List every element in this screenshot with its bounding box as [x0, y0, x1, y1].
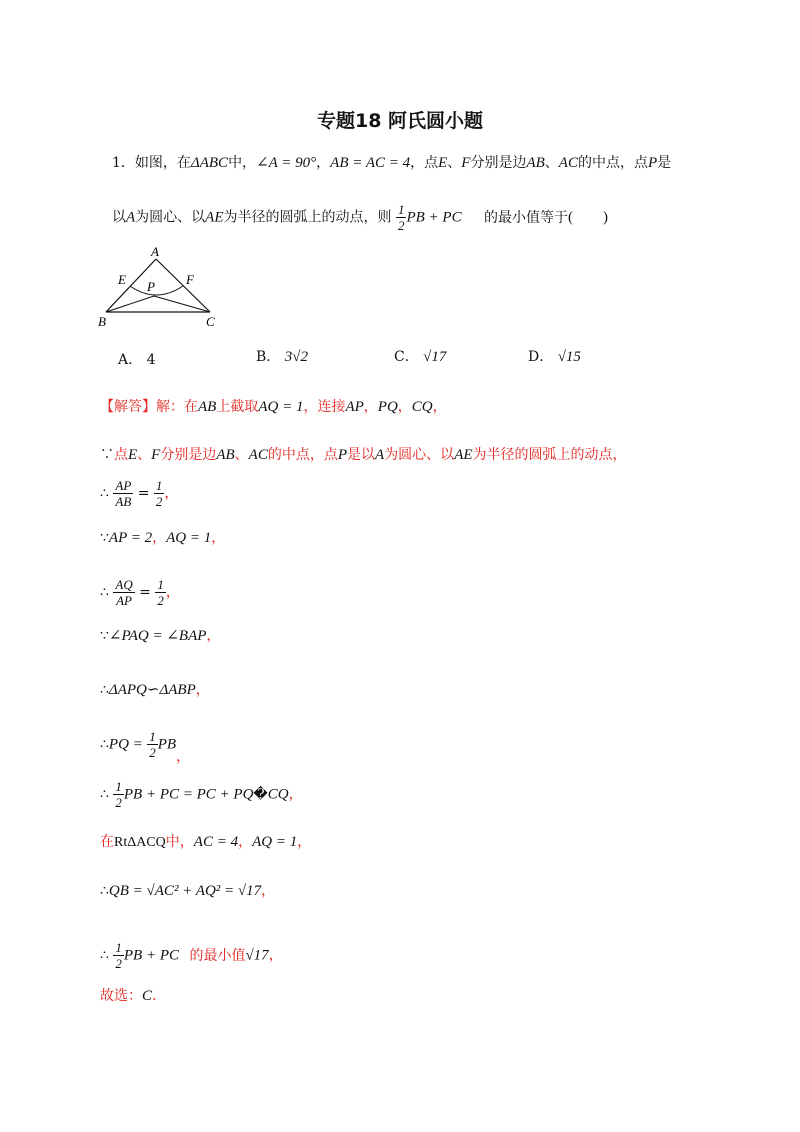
text: 、	[447, 155, 462, 171]
arc-ef	[130, 286, 183, 295]
math-e: E	[438, 155, 448, 171]
solution-step-1: 【解答】解：在AB上截取AQ = 1，连接AP，PQ，CQ，	[100, 399, 447, 415]
text: 1．如图，在	[112, 155, 191, 171]
solution-step-5: ∴ $\frac{AQ}{AP}$ = $\frac{1}{2}$ ，	[100, 577, 180, 608]
solution-step-4: ∵AP = 2，AQ = 1，	[100, 530, 226, 546]
fraction-half: $\frac{1}{2}$	[397, 202, 405, 233]
math-ae: AE	[205, 209, 224, 226]
option-a[interactable]: A． 4	[118, 352, 156, 368]
text: 以	[112, 209, 126, 226]
math-f: F	[461, 155, 471, 171]
math-expr: PB + PC	[406, 209, 462, 226]
math-ab: AB	[526, 155, 545, 171]
solution-step-3: ∴ $\frac{AP}{AB}$ = $\frac{1}{2}$ ，	[100, 478, 179, 509]
label-b: B	[98, 314, 106, 329]
label-p: P	[147, 279, 155, 294]
text: 是	[657, 155, 672, 171]
text: 为圆心、以	[135, 209, 206, 226]
question-line-2	[112, 202, 608, 233]
solution-step-8: ∴PQ = $\frac{1}{2}$ PB，	[100, 729, 191, 765]
solution-step-2: ∵点E、F分别是边AB、AC的中点，点P是以A为圆心、以AE为半径的圆弧上的动点，	[100, 447, 627, 463]
solution-step-7: ∴ΔAPQ∽ΔABP，	[100, 682, 210, 698]
math-angle-a: ∠A = 90°	[256, 155, 317, 171]
label-c: C	[206, 314, 215, 329]
solution-step-10: 在RtΔACQ中，AC = 4，AQ = 1，	[100, 834, 312, 850]
solution-step-6: ∵∠PAQ = ∠BAP，	[100, 628, 221, 644]
answer-blank: ( )	[568, 209, 609, 226]
question-line-1	[112, 153, 671, 173]
math-ab-ac: AB = AC = 4	[330, 155, 411, 171]
math-a: A	[126, 209, 136, 226]
solution-step-11: ∴QB = √AC² + AQ² = √17，	[100, 883, 276, 899]
math-p: P	[647, 155, 658, 171]
label-f: F	[186, 272, 194, 287]
solution-step-12: ∴ $\frac{1}{2}$ PB + PC 的最小值√17，	[100, 940, 283, 971]
text: 的中点，点	[577, 155, 648, 171]
solution-step-13: 故选：C．	[100, 988, 167, 1004]
label-a: A	[151, 244, 159, 259]
option-d[interactable]: D． √15	[528, 349, 581, 365]
text: 中，	[228, 155, 257, 171]
text: 分别是边	[470, 155, 527, 171]
text: 、	[544, 155, 559, 171]
math-ac: AC	[558, 155, 578, 171]
text: ，	[316, 155, 331, 171]
math-triangle-abc: ΔABC	[190, 155, 229, 171]
text: ，点	[410, 155, 439, 171]
option-b[interactable]: B． 3√2	[256, 349, 308, 365]
text: 为半径的圆弧上的动点，则	[223, 209, 392, 226]
solution-step-9: ∴ $\frac{1}{2}$ PB + PC = PC + PQ�CQ，	[100, 779, 303, 810]
label-e: E	[118, 272, 126, 287]
page-title: 专题18 阿氏圆小题	[316, 110, 484, 132]
option-c[interactable]: C． √17	[394, 349, 447, 365]
text: 的最小值等于	[484, 209, 569, 226]
triangle-figure	[96, 244, 226, 334]
